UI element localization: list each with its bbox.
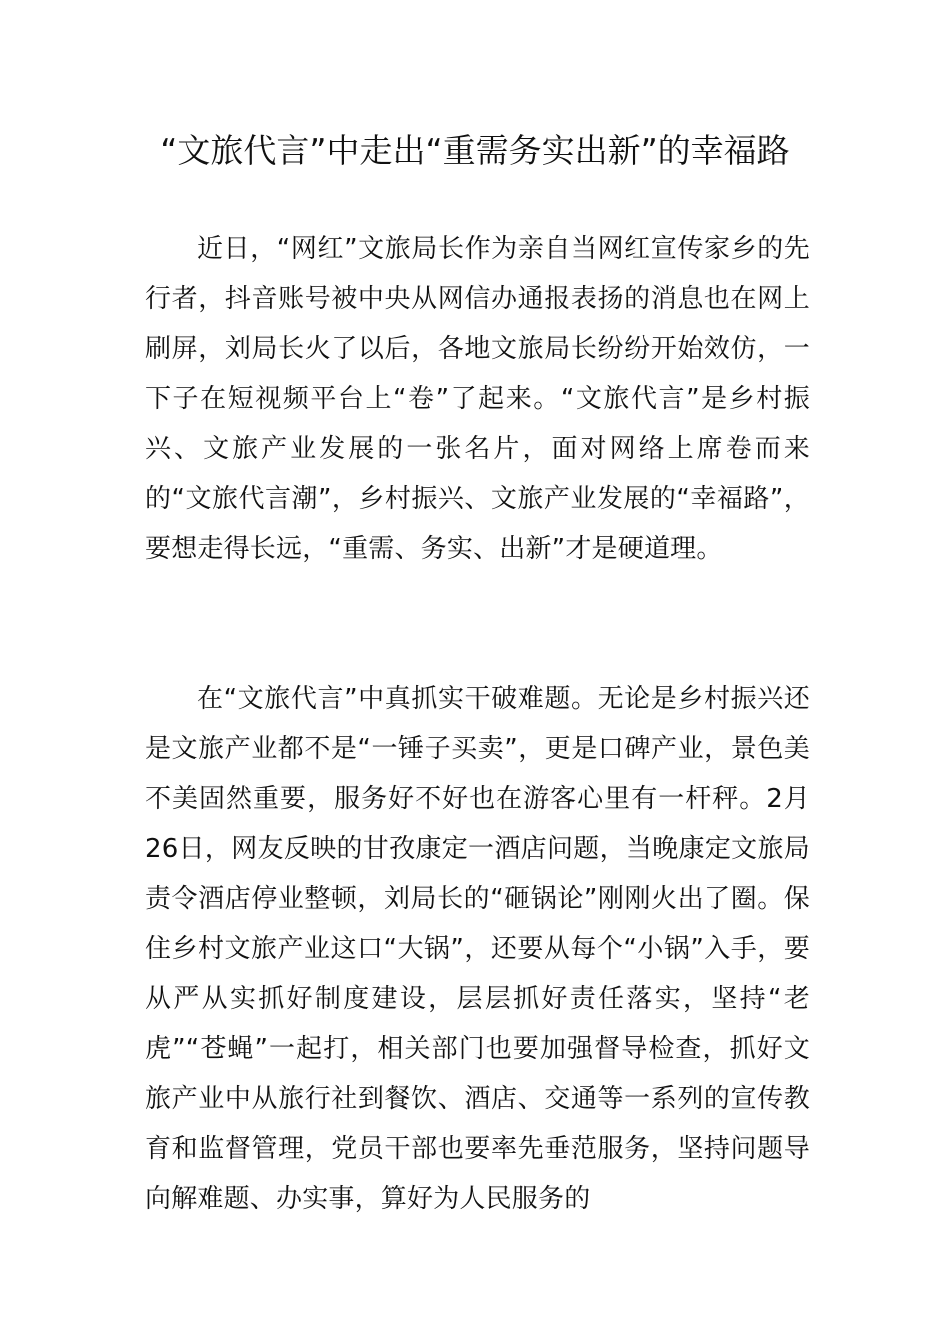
document-title: “文旅代言”中走出“重需务实出新”的幸福路 — [160, 131, 790, 170]
body-paragraph-2: 在“文旅代言”中真抓实干破难题。无论是乡村振兴还是文旅产业都不是“一锤子买卖”，更是口碑产业，景色美不美固然重要，服务好不好也在游客心里有一杆秤。2月26日，网友反映的甘孜康定一酒店问题，当晚康定文旅局责令酒店停业整顿，刘局长的“砸锅论”刚刚火出了圈。保住乡村文旅产业这口“大锅”，还要从每个“小锅”入手，要从严从实抓好制度建设，层层抓好责任落实，坚持“老虎”“苍蝇”一起打，相关部门也要加强督导检查，抓好文旅产业中从旅行社到餐饮、酒店、交通等一系列的宣传教育和监督管理，党员干部也要率先垂范服务，坚持问题导向解难题、办实事，算好为人民服务的 — [145, 684, 810, 1214]
body-paragraph-1: 近日，“网红”文旅局长作为亲自当网红宣传家乡的先行者，抖音账号被中央从网信办通报表扬的消息也在网上刷屏，刘局长火了以后，各地文旅局长纷纷开始效仿，一下子在短视频平台上“卷”了起来。“文旅代言”是乡村振兴、文旅产业发展的一张名片，面对网络上席卷而来的“文旅代言潮”，乡村振兴、文旅产业发展的“幸福路”，要想走得长远，“重需、务实、出新”才是硬道理。 — [145, 234, 810, 564]
